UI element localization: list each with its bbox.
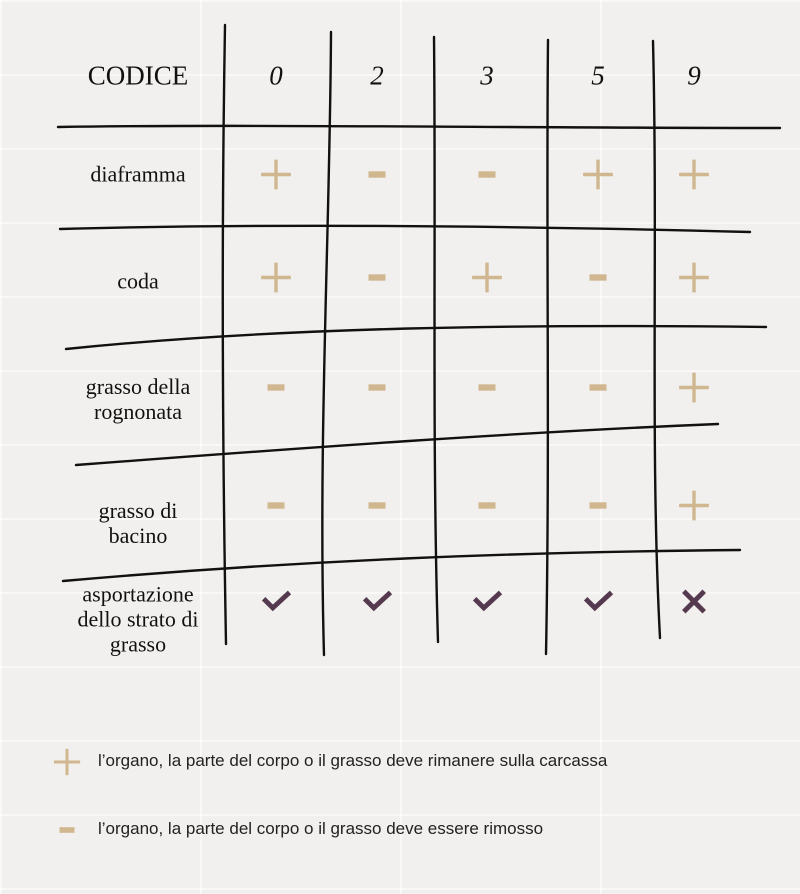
- row-label: [53, 583, 223, 658]
- minus-icon: [581, 489, 615, 528]
- check-icon: [581, 585, 615, 624]
- plus-icon: [581, 158, 615, 197]
- row-label-line: bacino: [108, 523, 168, 548]
- plus-icon: [470, 261, 504, 300]
- plus-icon: [677, 371, 711, 410]
- plus-icon: [677, 489, 711, 528]
- grid-hline: [76, 424, 718, 465]
- minus-icon: [470, 371, 504, 410]
- grid-vline: [546, 40, 548, 654]
- row-label-line: asportazione: [82, 581, 194, 607]
- header-code: 0: [269, 60, 283, 91]
- check-icon: [259, 585, 293, 624]
- row-label-line: grasso di: [98, 498, 178, 524]
- minus-icon: [470, 158, 504, 197]
- grid-vline: [223, 25, 226, 644]
- minus-icon: [470, 489, 504, 528]
- plus-icon: [259, 158, 293, 197]
- grid-hline: [60, 226, 750, 232]
- grid-hline: [66, 326, 766, 349]
- legend-minus-text: l’organo, la parte del corpo o il grasso deve essere rimosso: [98, 819, 544, 838]
- legend-plus-icon: [52, 747, 82, 782]
- grid-hline: [63, 550, 740, 581]
- plus-icon: [677, 261, 711, 300]
- grid-hline: [58, 126, 780, 128]
- legend-plus-text: l’organo, la parte del corpo o il grasso deve rimanere sulla carcassa: [98, 751, 608, 770]
- row-label-line: diaframma: [90, 161, 186, 187]
- check-icon: [360, 585, 394, 624]
- minus-icon: [581, 261, 615, 300]
- minus-icon: [360, 261, 394, 300]
- minus-icon: [360, 158, 394, 197]
- plus-icon: [259, 261, 293, 300]
- plus-icon: [677, 158, 711, 197]
- row-label-line: coda: [117, 268, 159, 294]
- header-code: 5: [591, 60, 605, 91]
- row-label: [53, 375, 223, 425]
- check-icon: [470, 585, 504, 624]
- row-label-line: grasso: [109, 631, 167, 657]
- row-label-line: dello strato di: [77, 606, 199, 632]
- cross-icon: [677, 585, 711, 624]
- minus-icon: [360, 489, 394, 528]
- row-label: [53, 499, 223, 549]
- minus-icon: [581, 371, 615, 410]
- minus-icon: [259, 371, 293, 410]
- header-code: 9: [687, 60, 701, 91]
- header-code: 3: [480, 60, 494, 91]
- minus-icon: [360, 371, 394, 410]
- grid-vline: [653, 41, 660, 638]
- header-code: 2: [370, 60, 384, 91]
- row-label: [53, 270, 223, 295]
- row-label-line: grasso della: [85, 374, 191, 400]
- row-label-line: rognonata: [94, 399, 182, 424]
- row-label: [53, 163, 223, 188]
- legend-minus-icon: [52, 815, 82, 850]
- minus-icon: [259, 489, 293, 528]
- header-codice-label: CODICE: [87, 60, 189, 91]
